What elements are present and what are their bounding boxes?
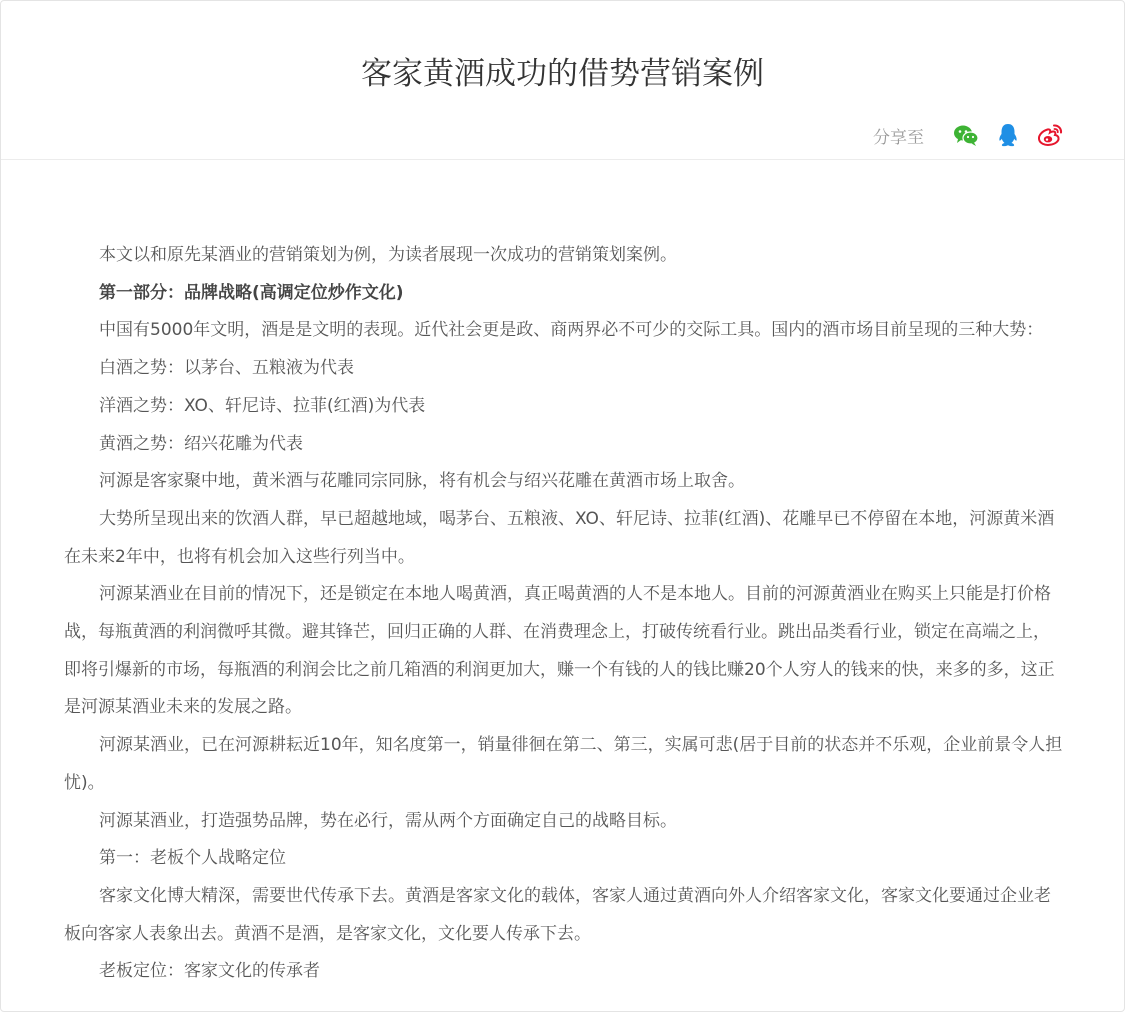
qq-icon[interactable] bbox=[994, 121, 1022, 149]
paragraph: 大势所呈现出来的饮酒人群，早已超越地域，喝茅台、五粮液、XO、轩尼诗、拉菲(红酒)、花雕早已不停留在本地，河源黄米酒在未来2年中，也将有机会加入这些行列当中。 bbox=[64, 508, 1055, 567]
section-heading: 第一部分：品牌战略(高调定位炒作文化) bbox=[99, 282, 404, 303]
paragraph: 中国有5000年文明，酒是是文明的表现。近代社会更是政、商两界必不可少的交际工具。国内的酒市场目前呈现的三种大势： bbox=[99, 320, 1044, 341]
paragraph: 黄酒之势：绍兴花雕为代表 bbox=[99, 433, 303, 454]
paragraph: 河源某酒业，已在河源耕耘近10年，知名度第一，销量徘徊在第二、第三，实属可悲(居于目前的状态并不乐观，企业前景令人担忧)。 bbox=[64, 735, 1063, 793]
wechat-icon[interactable] bbox=[952, 121, 980, 149]
article-body bbox=[64, 237, 1064, 991]
share-label: 分享至 bbox=[873, 127, 924, 148]
share-bar bbox=[873, 121, 1064, 149]
paragraph: 洋酒之势：XO、轩尼诗、拉菲(红酒)为代表 bbox=[99, 395, 426, 416]
paragraph: 客家文化博大精深，需要世代传承下去。黄酒是客家文化的载体，客家人通过黄酒向外人介绍客家文化，客家文化要通过企业老板向客家人表象出去。黄酒不是酒，是客家文化，文化要人传承下去。 bbox=[64, 885, 1051, 944]
paragraph: 河源某酒业，打造强势品牌，势在必行，需从两个方面确定自己的战略目标。 bbox=[99, 810, 677, 831]
paragraph: 河源是客家聚中地，黄米酒与花雕同宗同脉，将有机会与绍兴花雕在黄酒市场上取舍。 bbox=[99, 471, 745, 492]
paragraph: 第一：老板个人战略定位 bbox=[99, 848, 286, 869]
paragraph: 白酒之势：以茅台、五粮液为代表 bbox=[99, 358, 354, 379]
article-header bbox=[1, 1, 1124, 160]
paragraph: 本文以和原先某酒业的营销策划为例，为读者展现一次成功的营销策划案例。 bbox=[99, 245, 677, 265]
paragraph: 河源某酒业在目前的情况下，还是锁定在本地人喝黄酒，真正喝黄酒的人不是本地人。目前的河源黄酒业在购买上只能是打价格战，每瓶黄酒的利润微呼其微。避其锋芒，回归正确的人群、在消费理念上，打破传统看行业。跳出品类看行业，锁定在高端之上，即将引爆新的市场，每瓶酒的利润会比之前几箱酒的利润更加大，赚一个有钱的人的钱比赚20个人穷人的钱来的快，来多的多，这正是河源某酒业未来的发展之路。 bbox=[64, 584, 1055, 718]
paragraph: 老板定位：客家文化的传承者 bbox=[99, 961, 320, 982]
weibo-icon[interactable] bbox=[1036, 121, 1064, 149]
article-title: 客家黄酒成功的借势营销案例 bbox=[361, 56, 764, 92]
